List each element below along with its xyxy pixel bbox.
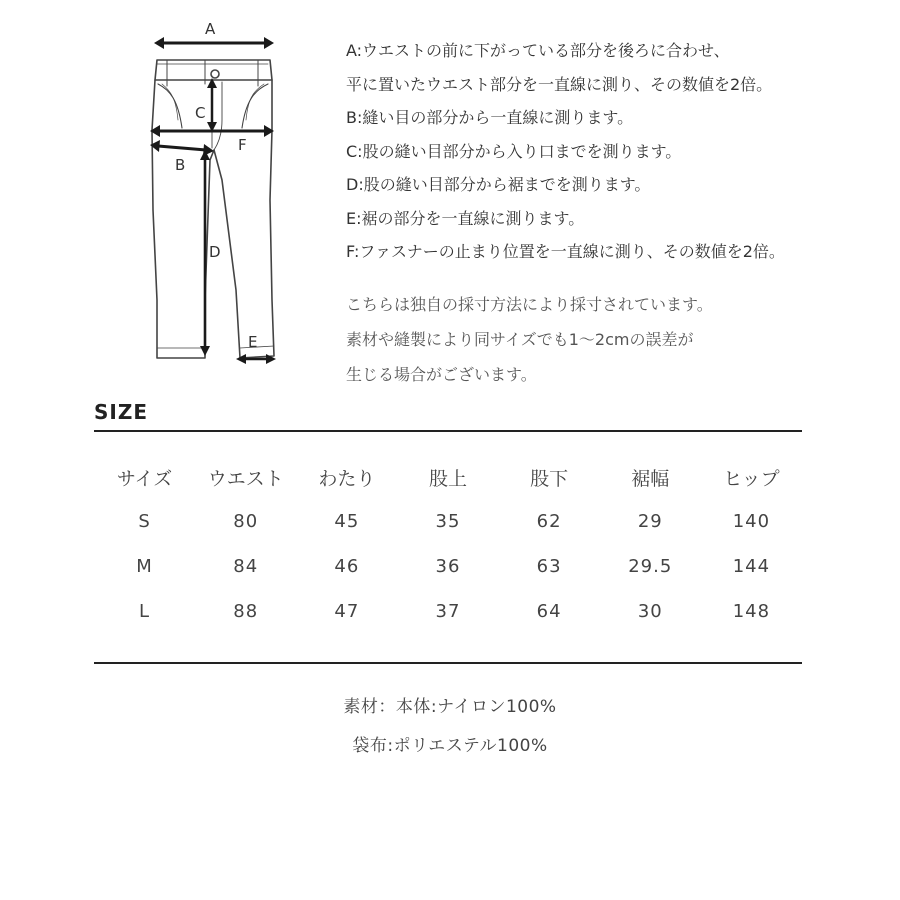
header-rise: 股上 — [428, 467, 467, 490]
cell-rise: 37 — [435, 601, 461, 622]
material-pocket: 袋布:ポリエステル100% — [352, 736, 548, 756]
cell-rise: 35 — [435, 511, 461, 532]
measurement-notes — [346, 34, 886, 269]
remark-line: 素材や縫製により同サイズでも1～2cmの誤差が — [346, 330, 694, 349]
size-table-header-row — [94, 455, 802, 499]
diagram-label-a: A — [205, 20, 216, 38]
measurement-disclaimer — [346, 287, 886, 392]
table-row — [94, 589, 802, 634]
note-line: 平に置いたウエスト部分を一直線に測り、その数値を2倍。 — [346, 74, 773, 94]
cell-size: L — [139, 601, 151, 622]
cell-hip: 144 — [732, 556, 771, 577]
size-table — [94, 455, 802, 634]
material-main: 素材：本体:ナイロン100% — [343, 697, 557, 717]
header-waist: ウエスト — [207, 467, 284, 490]
cell-thigh: 45 — [334, 511, 360, 532]
cell-hem-width: 30 — [637, 601, 663, 622]
header-hem-width: 裾幅 — [631, 467, 670, 490]
cell-waist: 80 — [233, 511, 259, 532]
header-hip: ヒップ — [723, 467, 780, 490]
cell-hip: 148 — [732, 601, 771, 622]
cell-waist: 84 — [233, 556, 259, 577]
size-table-top-rule — [94, 430, 802, 432]
cell-size: S — [138, 511, 151, 532]
note-line: E:裾の部分を一直線に測ります。 — [346, 208, 585, 228]
note-line: C:股の縫い目部分から入り口までを測ります。 — [346, 141, 682, 161]
size-table-bottom-rule — [94, 662, 802, 664]
remark-line: 生じる場合がございます。 — [346, 365, 537, 384]
note-line: B:縫い目の部分から一直線に測ります。 — [346, 108, 634, 127]
cell-thigh: 46 — [334, 556, 360, 577]
header-inseam: 股下 — [530, 467, 569, 490]
diagram-label-c: C — [195, 104, 206, 122]
pants-measurement-diagram — [140, 14, 300, 374]
header-thigh: わたり — [318, 467, 376, 490]
cell-hem-width: 29.5 — [628, 556, 673, 577]
note-line: F:ファスナーの止まり位置を一直線に測り、その数値を2倍。 — [346, 242, 785, 261]
diagram-label-b: B — [175, 156, 186, 174]
waist-button — [211, 70, 219, 78]
diagram-label-e: E — [248, 333, 258, 351]
table-row — [94, 544, 802, 589]
diagram-label-d: D — [209, 243, 221, 261]
cell-rise: 36 — [435, 556, 461, 577]
diagram-label-f: F — [238, 136, 247, 154]
note-line: A:ウエストの前に下がっている部分を後ろに合わせ、 — [346, 41, 730, 60]
cell-size: M — [136, 556, 153, 577]
remark-line: こちらは独自の採寸方法により採寸されています。 — [346, 295, 713, 314]
cell-hem-width: 29 — [637, 511, 663, 532]
cell-thigh: 47 — [334, 601, 360, 622]
cell-inseam: 64 — [536, 601, 562, 622]
header-size: サイズ — [116, 467, 173, 490]
table-row — [94, 499, 802, 544]
cell-waist: 88 — [233, 601, 259, 622]
cell-inseam: 62 — [536, 511, 562, 532]
size-section-title: SIZE — [94, 400, 149, 424]
cell-hip: 140 — [732, 511, 771, 532]
note-line: D:股の縫い目部分から裾までを測ります。 — [346, 175, 651, 194]
cell-inseam: 63 — [536, 556, 562, 577]
